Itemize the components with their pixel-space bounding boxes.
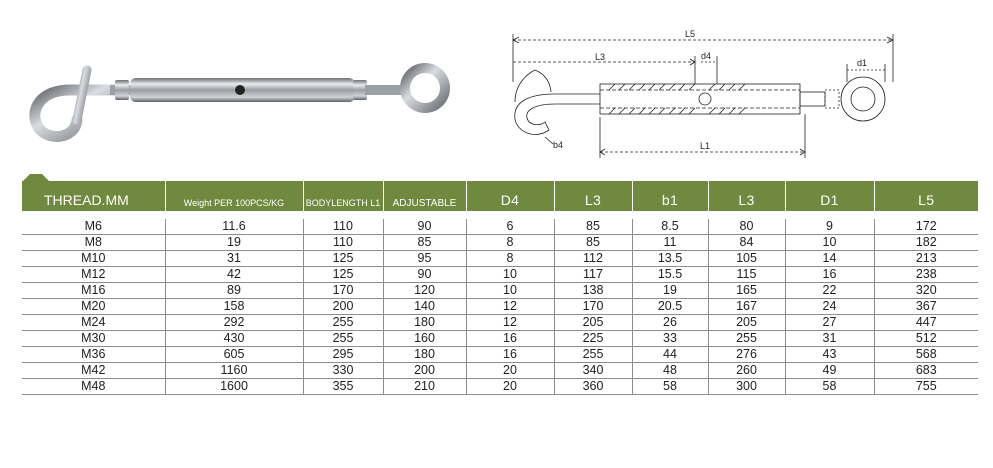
table-row (22, 219, 978, 235)
table-cell: 172 (874, 219, 978, 235)
table-cell: 44 (632, 347, 708, 363)
table-cell: 14 (785, 251, 874, 267)
table-cell: 255 (554, 347, 632, 363)
table-cell: 205 (708, 315, 785, 331)
table-cell: 225 (554, 331, 632, 347)
table-cell: 238 (874, 267, 978, 283)
table-cell: 10 (466, 283, 554, 299)
label-b4: b4 (553, 140, 564, 150)
table-cell: 300 (708, 379, 785, 395)
table-cell: 90 (383, 219, 466, 235)
col-header-d1: D1 (785, 181, 874, 211)
table-cell: M24 (22, 315, 165, 331)
table-cell: 43 (785, 347, 874, 363)
table-cell: 276 (708, 347, 785, 363)
table-row (22, 283, 978, 299)
table-cell: 110 (303, 219, 383, 235)
table-cell: 10 (466, 267, 554, 283)
table-cell: 8 (466, 235, 554, 251)
table-cell: 26 (632, 315, 708, 331)
turnbuckle-drawing (505, 22, 985, 172)
table-cell: 512 (874, 331, 978, 347)
table-row (22, 347, 978, 363)
table-row (22, 267, 978, 283)
table-cell: 255 (303, 331, 383, 347)
table-cell: 755 (874, 379, 978, 395)
table-cell: 33 (632, 331, 708, 347)
col-header-adjustable: ADJUSTABLE (383, 181, 466, 211)
table-cell: 20 (466, 363, 554, 379)
table-cell: 292 (165, 315, 303, 331)
table-cell: 138 (554, 283, 632, 299)
table-cell: 430 (165, 331, 303, 347)
table-cell: 11 (632, 235, 708, 251)
table-cell: 16 (466, 331, 554, 347)
turnbuckle-photo (15, 50, 485, 150)
table-cell: M36 (22, 347, 165, 363)
label-l3: L3 (595, 52, 606, 62)
table-row (22, 315, 978, 331)
table-cell: 20.5 (632, 299, 708, 315)
table-cell: 210 (383, 379, 466, 395)
table-cell: 85 (554, 219, 632, 235)
table-cell: 58 (785, 379, 874, 395)
table-cell: 115 (708, 267, 785, 283)
table-cell: M12 (22, 267, 165, 283)
table-cell: 48 (632, 363, 708, 379)
table-cell: 11.6 (165, 219, 303, 235)
table-cell: 49 (785, 363, 874, 379)
table-cell: 16 (785, 267, 874, 283)
table-cell: 117 (554, 267, 632, 283)
table-cell: 8 (466, 251, 554, 267)
table-cell: 180 (383, 315, 466, 331)
label-d4: d4 (701, 51, 712, 61)
table-cell: M30 (22, 331, 165, 347)
table-cell: M20 (22, 299, 165, 315)
table-row (22, 299, 978, 315)
table-cell: 120 (383, 283, 466, 299)
table-cell: 19 (165, 235, 303, 251)
label-l5: L5 (685, 29, 696, 39)
table-cell: 8.5 (632, 219, 708, 235)
table-cell: 330 (303, 363, 383, 379)
col-header-b1: b1 (632, 181, 708, 211)
table-cell: 295 (303, 347, 383, 363)
table-cell: 447 (874, 315, 978, 331)
table-cell: M10 (22, 251, 165, 267)
table-cell: 160 (383, 331, 466, 347)
table-cell: 360 (554, 379, 632, 395)
table-cell: 19 (632, 283, 708, 299)
table-cell: M42 (22, 363, 165, 379)
table-cell: M6 (22, 219, 165, 235)
table-cell: 9 (785, 219, 874, 235)
table-cell: 200 (303, 299, 383, 315)
table-cell: 125 (303, 267, 383, 283)
table-cell: 165 (708, 283, 785, 299)
table-cell: 89 (165, 283, 303, 299)
table-cell: 90 (383, 267, 466, 283)
table-cell: 105 (708, 251, 785, 267)
col-header-l3: L3 (554, 181, 632, 211)
col-header-bodylength: BODYLENGTH L1 (303, 181, 383, 211)
table-cell: 20 (466, 379, 554, 395)
table-cell: 255 (303, 315, 383, 331)
table-cell: 1160 (165, 363, 303, 379)
table-cell: 27 (785, 315, 874, 331)
table-cell: 170 (303, 283, 383, 299)
table-cell: 15.5 (632, 267, 708, 283)
table-cell: 95 (383, 251, 466, 267)
col-header-weight: Weight PER 100PCS/KG (165, 181, 303, 211)
table-cell: 12 (466, 299, 554, 315)
table-cell: 355 (303, 379, 383, 395)
table-cell: M8 (22, 235, 165, 251)
col-header-thread: THREAD.MM (22, 181, 165, 211)
table-cell: 84 (708, 235, 785, 251)
table-cell: 80 (708, 219, 785, 235)
table-cell: 255 (708, 331, 785, 347)
table-cell: 182 (874, 235, 978, 251)
table-cell: M48 (22, 379, 165, 395)
table-row (22, 235, 978, 251)
table-cell: 85 (383, 235, 466, 251)
table-cell: 112 (554, 251, 632, 267)
table-cell: 180 (383, 347, 466, 363)
table-row (22, 363, 978, 379)
table-row (22, 331, 978, 347)
table-cell: 42 (165, 267, 303, 283)
spacer-row (22, 211, 978, 219)
table-row (22, 251, 978, 267)
table-cell: 340 (554, 363, 632, 379)
col-header-l3-second: L3 (708, 181, 785, 211)
table-cell: 200 (383, 363, 466, 379)
label-d1: d1 (857, 58, 868, 68)
header-row (22, 181, 978, 211)
table-cell: 167 (708, 299, 785, 315)
table-cell: 31 (785, 331, 874, 347)
table-cell: 213 (874, 251, 978, 267)
table-cell: 10 (785, 235, 874, 251)
table-cell: 568 (874, 347, 978, 363)
table-cell: 205 (554, 315, 632, 331)
col-header-l5: L5 (874, 181, 978, 211)
table-cell: 24 (785, 299, 874, 315)
table-cell: 1600 (165, 379, 303, 395)
table-cell: 110 (303, 235, 383, 251)
table-cell: 367 (874, 299, 978, 315)
table-cell: 16 (466, 347, 554, 363)
label-l1: L1 (700, 141, 711, 151)
table-cell: 31 (165, 251, 303, 267)
table-cell: 683 (874, 363, 978, 379)
table-cell: 125 (303, 251, 383, 267)
col-header-d4: D4 (466, 181, 554, 211)
table-cell: 58 (632, 379, 708, 395)
table-cell: M16 (22, 283, 165, 299)
spec-table (22, 181, 978, 395)
table-cell: 22 (785, 283, 874, 299)
table-cell: 12 (466, 315, 554, 331)
table-cell: 140 (383, 299, 466, 315)
table-cell: 158 (165, 299, 303, 315)
table-cell: 85 (554, 235, 632, 251)
table-row (22, 379, 978, 395)
table-cell: 6 (466, 219, 554, 235)
table-cell: 605 (165, 347, 303, 363)
table-cell: 260 (708, 363, 785, 379)
table-cell: 13.5 (632, 251, 708, 267)
table-cell: 170 (554, 299, 632, 315)
table-cell: 320 (874, 283, 978, 299)
